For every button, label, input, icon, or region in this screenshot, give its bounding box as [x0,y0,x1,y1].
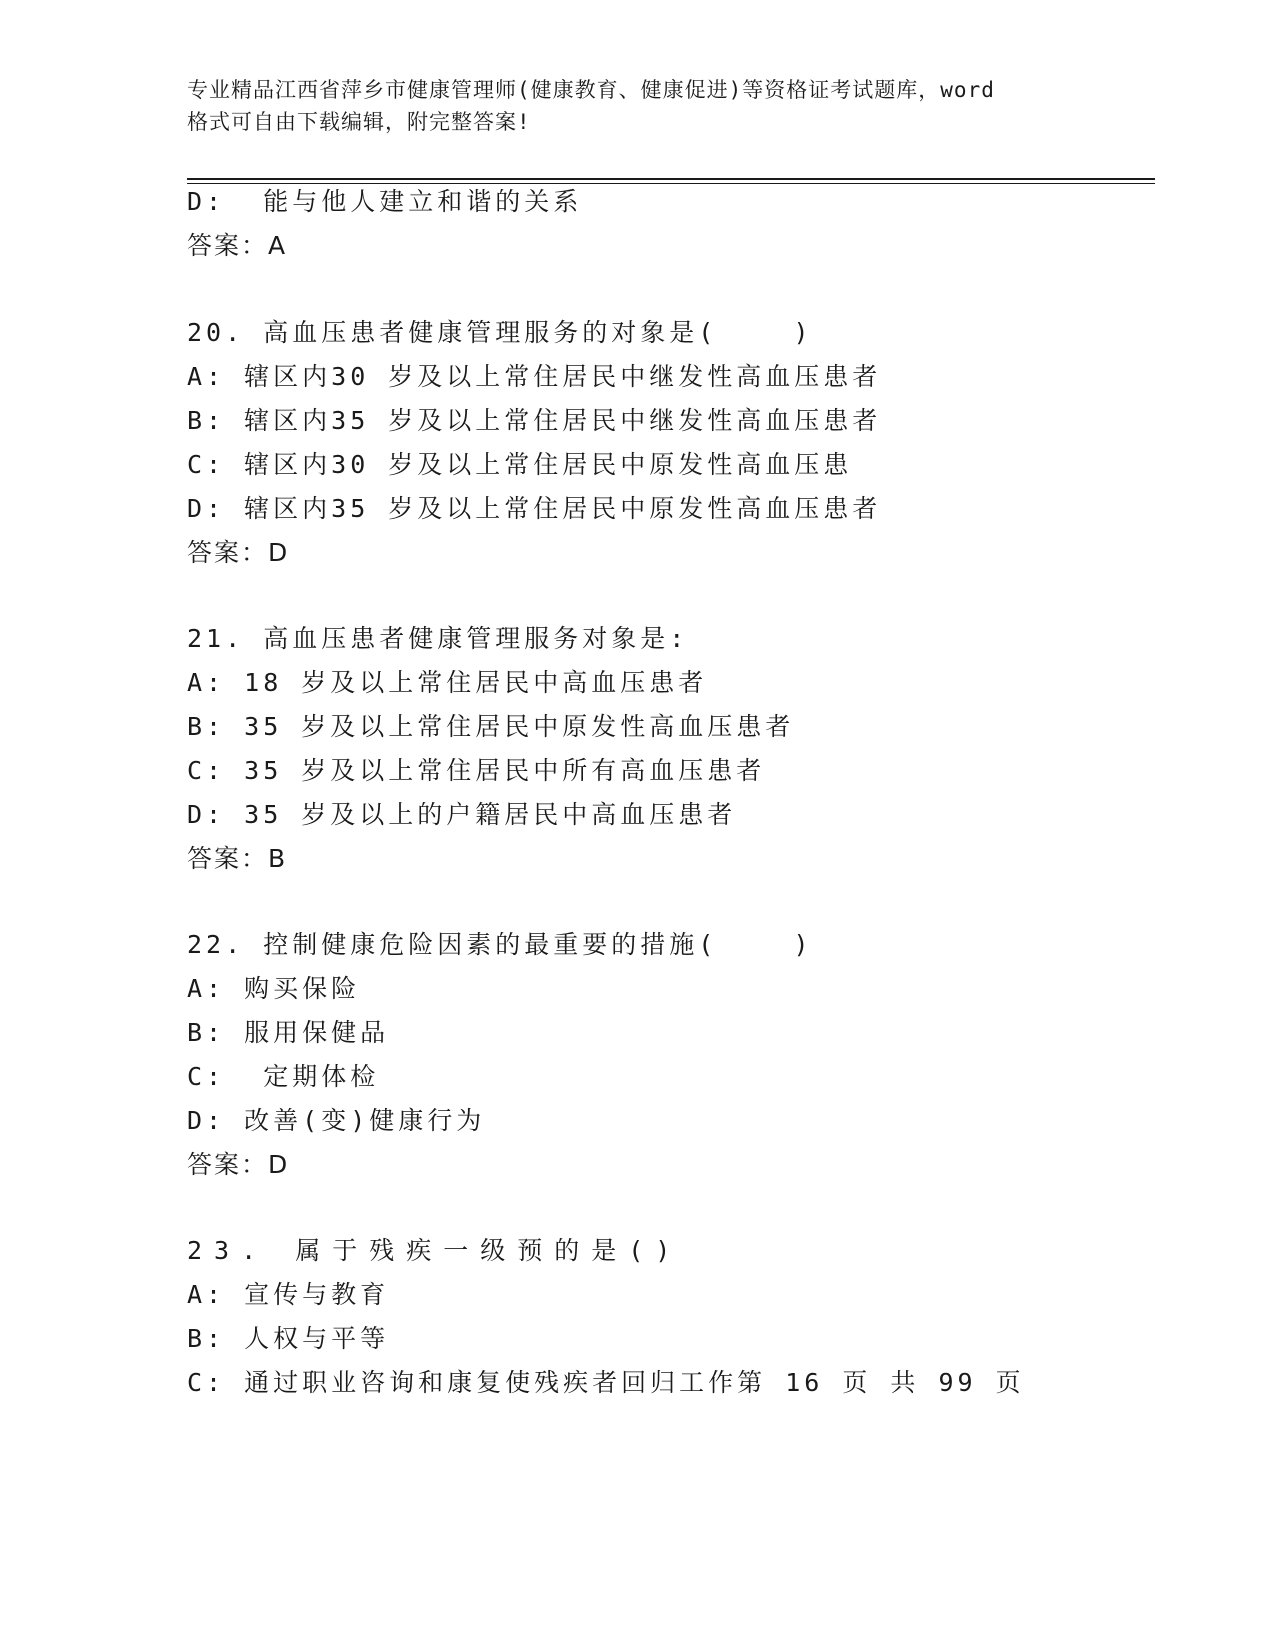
q21-option-b: B: 35 岁及以上常住居民中原发性高血压患者 [187,712,795,741]
q21-option-a: A: 18 岁及以上常住居民中高血压患者 [187,668,708,697]
page-number: 第 16 页 共 99 页 [737,1368,1025,1397]
q22-option-d: D: 改善(变)健康行为 [187,1106,486,1135]
q22-answer: 答案：D [187,1150,290,1179]
q20-option-a: A: 辖区内30 岁及以上常住居民中继发性高血压患者 [187,362,882,391]
q20-stem: 20. 高血压患者健康管理服务的对象是( ) [187,318,813,347]
q20-option-b: B: 辖区内35 岁及以上常住居民中继发性高血压患者 [187,406,882,435]
header-rule-thin [187,183,1155,184]
header-line-1: 专业精品江西省萍乡市健康管理师(健康教育、健康促进)等资格证考试题库，word [187,78,995,102]
q23-option-b: B: 人权与平等 [187,1324,390,1353]
q21-answer: 答案：B [187,844,288,873]
q22-option-b: B: 服用保健品 [187,1018,390,1047]
q20-option-d: D: 辖区内35 岁及以上常住居民中原发性高血压患者 [187,494,882,523]
document-header [187,74,1087,138]
q20-option-c: C: 辖区内30 岁及以上常住居民中原发性高血压患 [187,450,853,479]
q22-option-c: C: 定期体检 [187,1062,380,1091]
q21-option-d: D: 35 岁及以上的户籍居民中高血压患者 [187,800,737,829]
q23-stem: 23. 属于残疾一级预的是() [187,1236,683,1265]
q22-option-a: A: 购买保险 [187,974,361,1003]
header-rule-thick [187,178,1155,180]
prev-answer: 答案：A [187,231,288,260]
q20-answer: 答案：D [187,538,290,567]
q22-stem: 22. 控制健康危险因素的最重要的措施( ) [187,930,813,959]
q21-option-c: C: 35 岁及以上常住居民中所有高血压患者 [187,756,766,785]
prev-option-d: D: 能与他人建立和谐的关系 [187,187,583,216]
q23-option-c-line [187,1366,1025,1400]
header-line-2: 格式可自由下载编辑，附完整答案! [187,110,531,134]
q23-option-a: A: 宣传与教育 [187,1280,390,1309]
q21-stem: 21. 高血压患者健康管理服务对象是: [187,624,689,653]
q23-option-c: C: 通过职业咨询和康复使残疾者回归工作 [187,1368,738,1397]
